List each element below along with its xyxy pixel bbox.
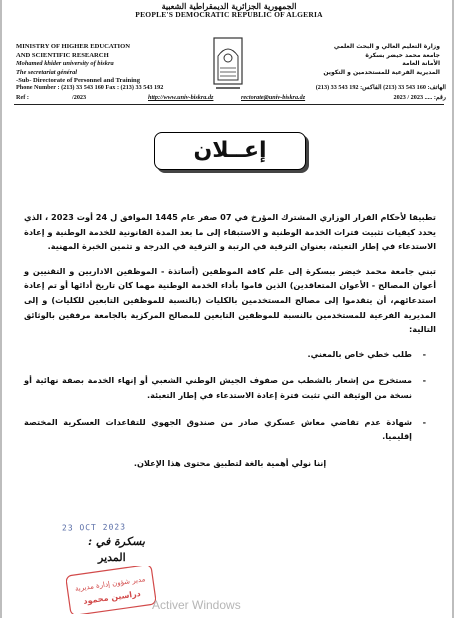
ref-label: Ref : [16, 94, 29, 101]
phone-arabic: الهاتف: 160 543 33 (213) الفاكس: 192 543 33 (213) [315, 84, 446, 91]
header-right-block [280, 43, 440, 77]
signature-place: بسكرة في : [88, 535, 145, 548]
header-divider [14, 104, 444, 105]
ministry-line-1: MINISTRY OF HIGHER EDUCATION [16, 43, 131, 50]
windows-activation-watermark: Activer Windows [152, 598, 241, 612]
list-item: - طلب خطي خاص بالمعني. [24, 347, 426, 362]
closing-line: إننا نولي أهمية بالغة لتطبيق محتوى هذا الإعلان. [133, 457, 327, 468]
header-left-block [16, 43, 206, 86]
contact-row [16, 84, 446, 93]
ref-arabic: رقم: ..... 2023 / 2023 [393, 94, 446, 101]
body-paragraph-2: تبني جامعة محمد خيضر ببسكرة إلى علم كافة الموظفين (أساتذة - الموظفين الاداريين و التقنيين و أعوان المصالح - الأعوان المتعاقدين) الذين قاموا بأداء الخدمة الوطنية مهما كان تاريخ أدائها أو تم إعادة استدعائهم، أن يتقدموا إلى مصالح المستخدمين بالكليات (بالنسبة للموظفين التابعين للكليات) و إلى المديرية الفرعية للمستخدمين بالنسبة للموظفين التابعين للمصالح المركزية بالجامعة مرفقين بالوثائق التالية: [24, 265, 436, 335]
email-link[interactable]: rectorate@univ-biskra.dz [241, 94, 306, 101]
website-link[interactable]: http://www.univ-biskra.dz [148, 94, 214, 101]
phone-english: Phone Number : (213) 33 543 160 Fax : (213) 33 543 192 [16, 84, 164, 91]
subdirectorate-line: -Sub- Directorate of Personnel and Training [16, 77, 140, 85]
university-ar: جامعة محمد خيضر بسكرة [365, 51, 440, 59]
official-stamp-icon [66, 566, 156, 614]
ministry-ar: وزارة التعليم العالي و البحث العلمي [333, 43, 440, 50]
signature-title: المدير [98, 551, 126, 564]
required-documents-list [24, 347, 436, 444]
announcement-title: إعــلان [193, 138, 267, 163]
republic-arabic: الجمهورية الجزائرية الديمقراطية الشعبية [161, 1, 297, 11]
university-line: Mohamed khider university of biskra [16, 60, 114, 68]
secretariat-line: The secretariat général [16, 68, 78, 76]
stamp-text-1: مدير شؤون إدارة مديرية [74, 575, 146, 593]
body-paragraph-1: تطبيقا لأحكام القرار الوزاري المشترك المؤرخ في 07 صفر عام 1445 الموافق ل 24 أوت 2023 ، الذي يحدد كيفيات تثبيت فترات الخدمة الوطنية و الاستبقاء إلى ما بعد المدة القانونية للخدمة الوطنية و إعادة الاستدعاء في إطار التعبئة، بعنوان الترقية في الرتبة و الترقية في الدرجة و تثمين الخبرة المهنية. [24, 212, 436, 252]
secretariat-ar: الأمانة العامة [402, 60, 440, 68]
announcement-title-box [154, 132, 306, 170]
republic-english: PEOPLE'S DEMOCRATIC REPUBLIC OF ALGERIA [135, 10, 323, 19]
stamp-text-2: دراسين محمود [82, 588, 142, 606]
reference-row [16, 94, 446, 103]
list-item: - مستخرج من إشعار بالشطب من صفوف الجيش الوطني الشعبي أو إنهاء الخدمة بصفة نهائية أو نسخة من الوثيقة التي تثبت فترة إعادة الاستدعاء في إطار التعبئة. [24, 373, 426, 402]
list-item: - شهادة عدم تقاضي معاش عسكري صادر من صندوق الجهوي للتقاعدات العسكرية المختصة إقليميا. [24, 415, 426, 444]
ref-number: /2023 [72, 94, 87, 101]
ministry-line-2: AND SCIENTIFIC RESEARCH [16, 51, 109, 59]
document-body [24, 210, 436, 470]
subdirectorate-ar: المديرية الفرعية للمستخدمين و التكوين [323, 68, 440, 76]
date-stamp: 23 OCT 2023 [61, 522, 127, 533]
